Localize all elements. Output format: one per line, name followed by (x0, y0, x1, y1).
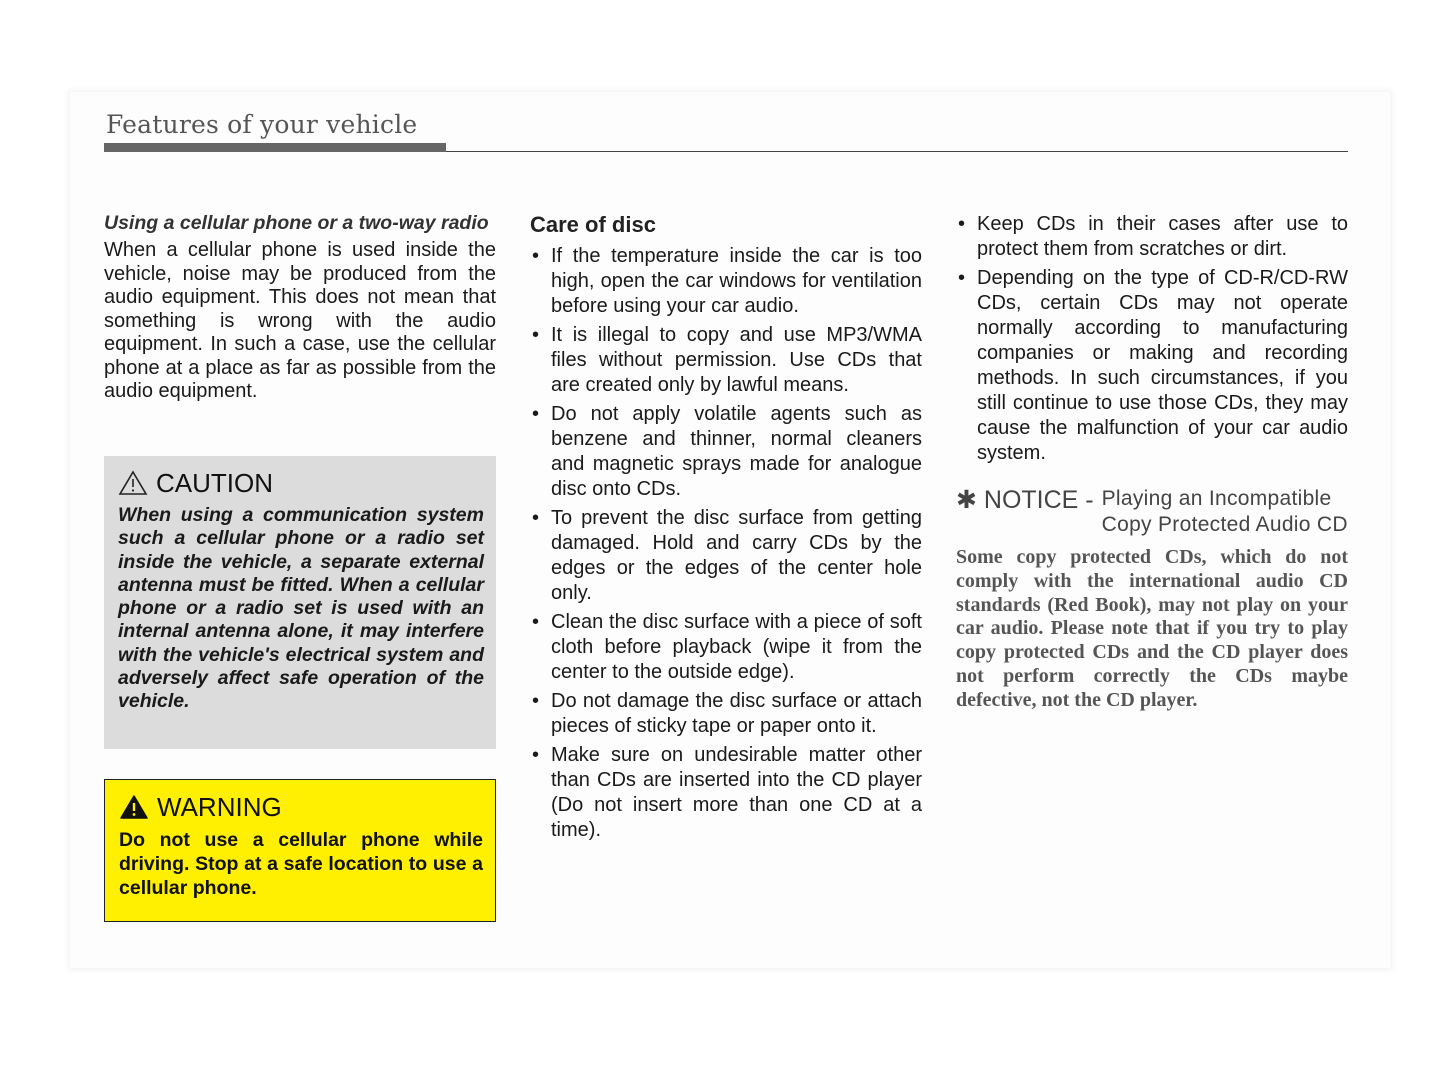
notice-heading (956, 486, 1348, 538)
care-of-disc-list (530, 244, 922, 843)
caution-heading (118, 466, 484, 500)
right-column (956, 212, 1348, 713)
care-of-disc-title: Care of disc (530, 212, 656, 237)
cd-care-list (956, 212, 1348, 466)
caution-text: When using a communication system such a cellular phone or a radio set inside the vehicle, a separate external antenna must be fitted. When a cellular phone or a radio set is used with an internal antenna alone, it may interfere with the vehicle's electrical system and adversely affect safe operation of the vehicle. (118, 504, 484, 713)
warning-heading (119, 790, 483, 824)
list-item: • It is illegal to copy and use MP3/WMA files without permission. Use CDs that are created only by lawful means. (530, 323, 922, 398)
list-item: • If the temperature inside the car is too high, open the car windows for ventilation before using your car audio. (530, 244, 922, 319)
cellular-phone-subheading: Using a cellular phone or a two-way radio (104, 212, 489, 234)
warning-label: WARNING (157, 791, 282, 822)
warning-box (104, 779, 496, 922)
list-item: • Do not damage the disc surface or attach pieces of sticky tape or paper onto it. (530, 689, 922, 739)
caution-box (104, 456, 496, 749)
caution-triangle-icon (118, 470, 148, 496)
notice-text: Some copy protected CDs, which do not comply with the international audio CD standards (Red Book), may not play on your car audio. Please note that if you try to play copy protected CDs and the CD player does not perform correctly the CDs maybe defective, not the CD player. (956, 546, 1348, 711)
middle-column (530, 212, 922, 847)
list-item: • Depending on the type of CD-R/CD-RW CDs, certain CDs may not operate normally according to manufacturing companies or making and recording methods. In such circumstances, if you still continue to use those CDs, they may cause the malfunction of your car audio system. (956, 266, 1348, 466)
left-column (104, 212, 496, 404)
cellular-phone-paragraph: When a cellular phone is used inside the vehicle, noise may be produced from the audio equipment. This does not mean that something is wrong with the audio equipment. In such a case, use the cellular phone at a place as far as possible from the audio equipment. (104, 239, 496, 402)
header-rule-accent (104, 143, 446, 152)
notice-label: ✱ NOTICE - (956, 486, 1094, 514)
warning-text: Do not use a cellular phone while driving. Stop at a safe location to use a cellular phone. (119, 829, 483, 899)
list-item: • Keep CDs in their cases after use to protect them from scratches or dirt. (956, 212, 1348, 262)
list-item: • To prevent the disc surface from getting damaged. Hold and carry CDs by the edges or the edges of the center hole only. (530, 506, 922, 606)
header-rule (446, 151, 1348, 152)
notice-title: Playing an Incompatible Copy Protected Audio CD (1101, 487, 1348, 536)
caution-label: CAUTION (156, 467, 273, 498)
section-header-title: Features of your vehicle (106, 110, 418, 139)
warning-triangle-icon (119, 794, 149, 820)
list-item: • Do not apply volatile agents such as benzene and thinner, normal cleaners and magnetic sprays made for analogue disc onto CDs. (530, 402, 922, 502)
list-item: • Clean the disc surface with a piece of soft cloth before playback (wipe it from the center to the outside edge). (530, 610, 922, 685)
list-item: • Make sure on undesirable matter other than CDs are inserted into the CD player (Do not insert more than one CD at a time). (530, 743, 922, 843)
